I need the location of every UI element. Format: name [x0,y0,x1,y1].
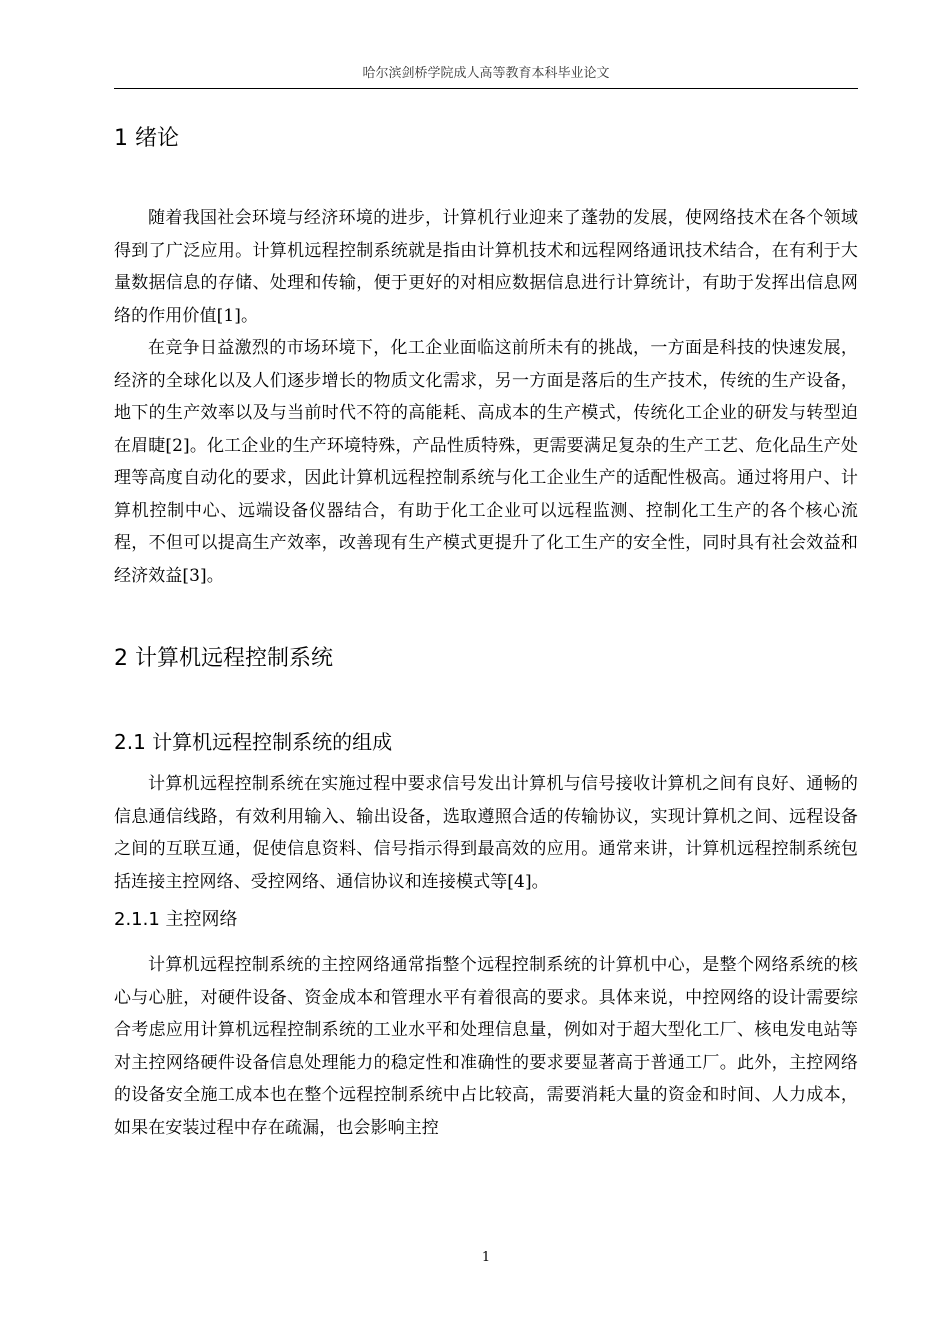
section-2-1-heading: 2.1 计算机远程控制系统的组成 [114,730,393,754]
header-divider [114,88,858,89]
section-1-body [114,202,858,592]
section-2-1-body [114,768,858,898]
section-2-1-1-heading: 2.1.1 主控网络 [114,909,238,930]
page-number: 1 [481,1250,491,1265]
running-header: 哈尔滨剑桥学院成人高等教育本科毕业论文 [362,66,610,81]
section-1-heading: 1 绪论 [114,126,179,151]
paragraph: 在竞争日益激烈的市场环境下，化工企业面临这前所未有的挑战，一方面是科技的快速发展，经济的全球化以及人们逐步增长的物质文化需求，另一方面是落后的生产技术，传统的生产设备，地下的生产效率以及与当前时代不符的高能耗、高成本的生产模式，传统化工企业的研发与转型迫在眉睫[2]。化工企业的生产环境特殊，产品性质特殊，更需要满足复杂的生产工艺、危化品生产处理等高度自动化的要求，因此计算机远程控制系统与化工企业生产的适配性极高。通过将用户、计算机控制中心、远端设备仪器结合，有助于化工企业可以远程监测、控制化工生产的各个核心流程，不但可以提高生产效率，改善现有生产模式更提升了化工生产的安全性，同时具有社会效益和经济效益[3]。 [114,338,858,586]
section-2-1-1-body [114,949,858,1144]
paragraph: 计算机远程控制系统的主控网络通常指整个远程控制系统的计算机中心，是整个网络系统的核心与心脏，对硬件设备、资金成本和管理水平有着很高的要求。具体来说，中控网络的设计需要综合考虑应用计算机远程控制系统的工业水平和处理信息量，例如对于超大型化工厂、核电发电站等对主控网络硬件设备信息处理能力的稳定性和准确性的要求要显著高于普通工厂。此外，主控网络的设备安全施工成本也在整个远程控制系统中占比较高，需要消耗大量的资金和时间、人力成本，如果在安装过程中存在疏漏，也会影响主控 [114,955,858,1138]
paragraph: 计算机远程控制系统在实施过程中要求信号发出计算机与信号接收计算机之间有良好、通畅的信息通信线路，有效利用输入、输出设备，选取遵照合适的传输协议，实现计算机之间、远程设备之间的互联互通，促使信息资料、信号指示得到最高效的应用。通常来讲，计算机远程控制系统包括连接主控网络、受控网络、通信协议和连接模式等[4]。 [114,774,858,892]
paragraph: 随着我国社会环境与经济环境的进步，计算机行业迎来了蓬勃的发展，使网络技术在各个领域得到了广泛应用。计算机远程控制系统就是指由计算机技术和远程网络通讯技术结合，在有利于大量数据信息的存储、处理和传输，便于更好的对相应数据信息进行计算统计，有助于发挥出信息网络的作用价值[1]。 [114,208,858,326]
section-2-heading: 2 计算机远程控制系统 [114,646,333,671]
